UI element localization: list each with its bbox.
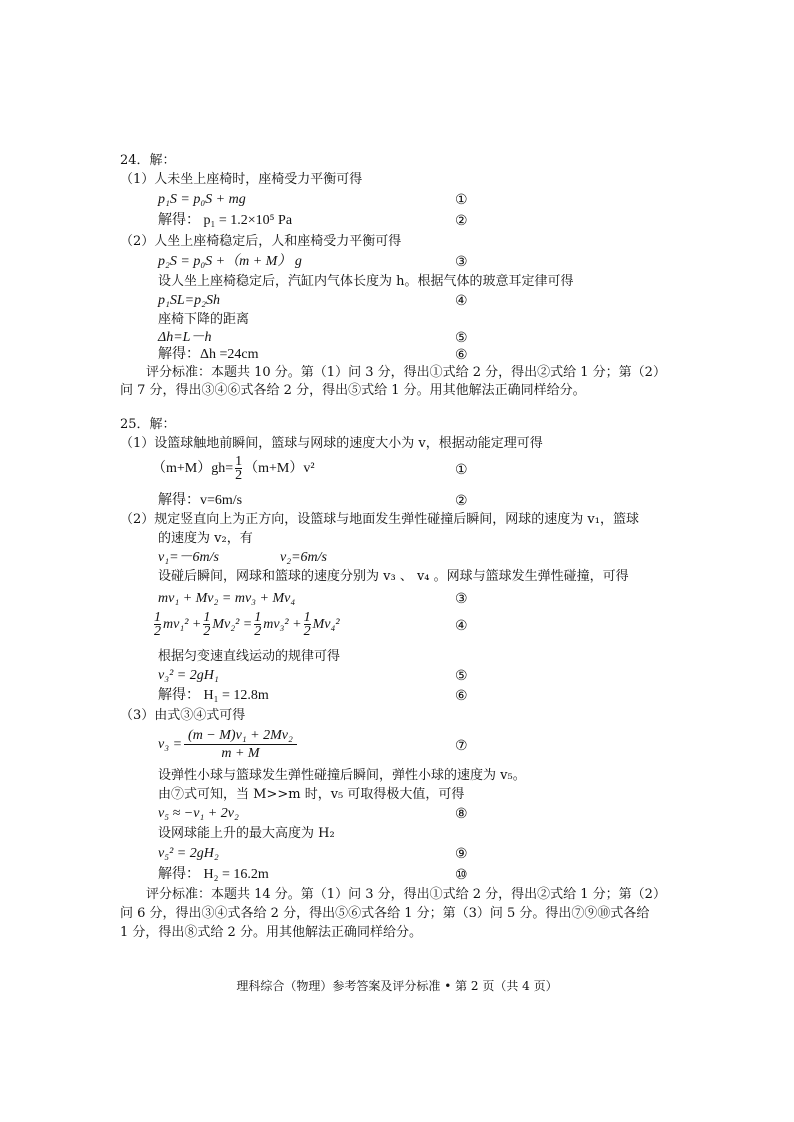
q25-eq1-left: （m+M）gh= <box>152 461 234 476</box>
q25-eq5: v₃² = 2gH₁ <box>158 668 219 683</box>
q25-assume-v5: 设弹性小球与篮球发生弹性碰撞后瞬间，弹性小球的速度为 v₅。 <box>158 768 526 783</box>
q25-eq1-right: （m+M）v² <box>244 461 315 476</box>
half <box>154 611 161 638</box>
q25-mark-10: ⑩ <box>455 867 468 883</box>
q24-mark-5: ⑤ <box>455 330 468 346</box>
eq7-fraction <box>184 727 297 762</box>
q25-part2-line2: 的速度为 v₂，有 <box>158 531 253 546</box>
q25-mark-3: ③ <box>455 591 468 607</box>
half <box>203 611 210 638</box>
q25-score-line2: 问 6 分，得出③④式各给 2 分，得出⑤⑥式各给 1 分；第（3）问 5 分。得出⑦⑨⑩式各给 <box>120 906 650 921</box>
q25-mark-2: ② <box>455 493 468 509</box>
q25-part3-title: （3）由式③④式可得 <box>120 708 246 723</box>
q25-v1: v₁=－6m/s <box>158 550 219 565</box>
q25-mark-5: ⑤ <box>455 668 468 684</box>
page-footer: 理科综合（物理）参考答案及评分标准 • 第 2 页（共 4 页） <box>236 979 558 993</box>
eq4-term-a: mv₁² + <box>163 617 202 632</box>
q24-mark-1: ① <box>455 192 468 208</box>
q25-mark-6: ⑥ <box>455 688 468 704</box>
q25-part1-title: （1）设篮球触地前瞬间，篮球与网球的速度大小为 v，根据动能定理可得 <box>120 436 543 451</box>
q25-eq8: v₅ ≈ −v₁ + 2v₂ <box>158 806 239 821</box>
q24-assume: 设人坐上座椅稳定后，汽缸内气体长度为 h。根据气体的玻意耳定律可得 <box>158 274 574 289</box>
q25-solution1: 解得：v=6m/s <box>158 493 243 508</box>
q25-v2: v₂=6m/s <box>280 550 327 565</box>
q25-eq1-half <box>235 455 242 482</box>
q24-score-line1: 评分标准：本题共 10 分。第（1）问 3 分，得出①式给 2 分，得出②式给 1 分；第（2） <box>146 365 666 380</box>
q24-eq3: p₂S = p₀S +（m + M） g <box>158 254 302 269</box>
half-den: 2 <box>303 624 311 640</box>
half-num: 1 <box>235 454 243 470</box>
eq7-left: v₃ = <box>158 737 183 752</box>
half-num: 1 <box>203 610 211 626</box>
eq7-numerator: (m − M)v₁ + 2Mv₂ <box>188 728 293 744</box>
half-num: 1 <box>303 610 311 626</box>
q24-mark-3: ③ <box>455 254 468 270</box>
q24-part1-title: （1）人未坐上座椅时，座椅受力平衡可得 <box>120 172 363 187</box>
q24-eq5: Δh=L－h <box>158 330 212 345</box>
q24-score-line2: 问 7 分，得出③④⑥式各给 2 分，得出⑤式给 1 分。用其他解法正确同样给分。 <box>120 383 586 398</box>
q25-solution6: 解得： H₁ = 12.8m <box>158 688 269 703</box>
half-den: 2 <box>254 624 262 640</box>
eq4-term-c: mv₃² + <box>263 617 302 632</box>
q25-mark-7: ⑦ <box>455 738 468 754</box>
q25-assume-h2: 设网球能上升的最大高度为 H₂ <box>158 826 335 841</box>
q25-eq4 <box>152 610 340 640</box>
half <box>304 611 311 638</box>
q25-score-line3: 1 分，得出⑧式给 2 分。用其他解法正确同样给分。 <box>120 925 422 940</box>
q24-mark-2: ② <box>455 213 468 229</box>
q24-solution1: 解得： p₁ = 1.2×10⁵ Pa <box>158 213 293 228</box>
q25-after-collision: 设碰后瞬间，网球和篮球的速度分别为 v₃ 、 v₄ 。网球与篮球发生弹性碰撞，可得 <box>158 569 629 584</box>
half-den: 2 <box>235 468 243 484</box>
half-num: 1 <box>254 610 262 626</box>
q24-mark-4: ④ <box>455 293 468 309</box>
q25-solution10: 解得： H₂ = 16.2m <box>158 867 269 882</box>
q25-mark-8: ⑧ <box>455 806 468 822</box>
q25-eq9: v₅² = 2gH₂ <box>158 846 219 861</box>
q24-drop-title: 座椅下降的距离 <box>158 312 250 327</box>
q25-eq7 <box>158 727 299 763</box>
q24-eq4: p₁SL=p₂Sh <box>158 293 220 308</box>
q24-part2-title: （2）人坐上座椅稳定后，人和座椅受力平衡可得 <box>120 234 402 249</box>
q24-mark-6: ⑥ <box>455 347 468 363</box>
q25-max-line: 由⑦式可知，当 M>>m 时，v₅ 可取得极大值，可得 <box>158 787 465 802</box>
q25-mark-9: ⑨ <box>455 846 468 862</box>
q25-mark-1: ① <box>455 462 468 478</box>
q25-eq3: mv₁ + Mv₂ = mv₃ + Mv₄ <box>158 591 296 606</box>
half-den: 2 <box>203 624 211 640</box>
eq4-term-b: Mv₂² = <box>212 617 253 632</box>
q25-eq1 <box>152 454 315 484</box>
half <box>254 611 261 638</box>
q25-part2-line1: （2）规定竖直向上为正方向，设篮球与地面发生弹性碰撞后瞬间，网球的速度为 v₁，篮球 <box>120 512 639 527</box>
half-den: 2 <box>154 624 161 640</box>
q24-solution6: 解得：Δh =24cm <box>158 347 259 362</box>
q24-eq1: p₁S = p₀S + mg <box>158 192 246 207</box>
half-num: 1 <box>154 610 161 626</box>
q25-rule: 根据匀变速直线运动的规律可得 <box>158 649 341 664</box>
eq7-denominator: m + M <box>184 744 297 762</box>
q25-header: 25．解： <box>120 417 176 432</box>
q25-score-line1: 评分标准：本题共 14 分。第（1）问 3 分，得出①式给 2 分，得出②式给 1 分；第（2） <box>146 887 666 902</box>
eq4-term-d: Mv₄² <box>312 617 340 632</box>
q25-mark-4: ④ <box>455 618 468 634</box>
q24-header: 24．解： <box>120 153 176 168</box>
